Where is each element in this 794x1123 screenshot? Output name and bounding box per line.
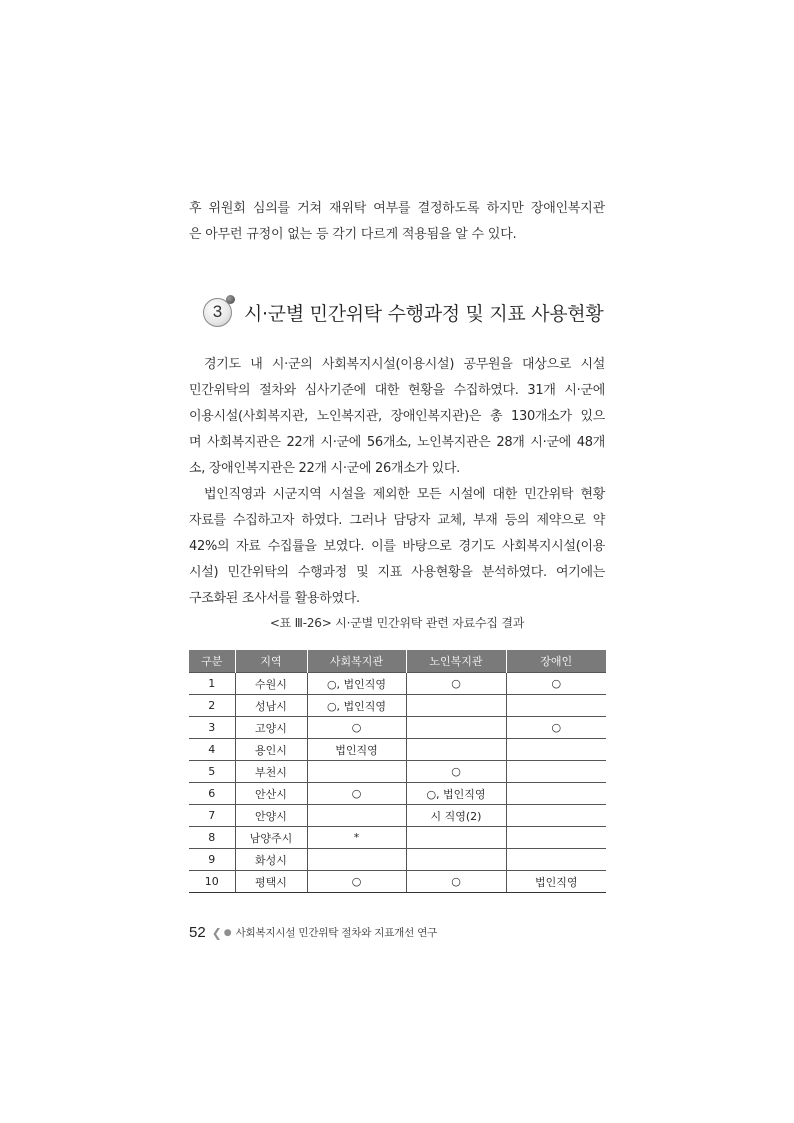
body-line-6: 법인직영과 시군지역 시설을 제외한 모든 시설에 대한 민간위탁 현황 — [204, 487, 605, 502]
cell-region: 안산시 — [235, 783, 307, 805]
page-number: 52 — [189, 924, 206, 941]
cell-index: 5 — [189, 761, 235, 783]
body-line-1: 경기도 내 시·군의 사회복지시설(이용시설) 공무원을 대상으로 시설 — [204, 357, 605, 372]
cell-senior: ○ — [406, 871, 506, 893]
cell-index: 2 — [189, 695, 235, 717]
section-title: 시·군별 민간위탁 수행과정 및 지표 사용현황 — [244, 302, 604, 325]
cell-disability — [506, 849, 606, 871]
badge-dot-icon — [226, 295, 235, 304]
cell-social: ○, 법인직영 — [307, 695, 406, 717]
cell-senior — [406, 849, 506, 871]
cell-disability — [506, 739, 606, 761]
cell-disability — [506, 805, 606, 827]
header-category: 구분 — [189, 650, 235, 673]
cell-senior: ○ — [406, 761, 506, 783]
cell-senior — [406, 827, 506, 849]
book-title: 사회복지시설 민간위탁 절차와 지표개선 연구 — [235, 927, 438, 939]
cell-disability: 법인직영 — [506, 871, 606, 893]
cell-disability — [506, 827, 606, 849]
table-header-row — [189, 650, 606, 673]
cell-social: ○, 법인직영 — [307, 673, 406, 695]
header-disability: 장애인 — [506, 650, 606, 673]
body-line-2: 민간위탁의 절차와 심사기준에 대한 현황을 수집하였다. 31개 시·군에 — [189, 383, 605, 398]
body-line-3: 이용시설(사회복지관, 노인복지관, 장애인복지관)은 총 130개소가 있으 — [189, 409, 605, 424]
cell-senior: ○ — [406, 673, 506, 695]
table-row — [189, 871, 606, 893]
cell-senior — [406, 739, 506, 761]
body-line-7: 자료를 수집하고자 하였다. 그러나 담당자 교체, 부재 등의 제약으로 약 — [189, 513, 605, 528]
cell-region: 화성시 — [235, 849, 307, 871]
body-line-9: 시설) 민간위탁의 수행과정 및 지표 사용현황을 분석하였다. 여기에는 — [189, 565, 605, 580]
table-row — [189, 761, 606, 783]
intro-line-2: 은 아무런 규정이 없는 등 각기 다르게 적용됨을 알 수 있다. — [189, 227, 517, 242]
table-row — [189, 739, 606, 761]
cell-social — [307, 849, 406, 871]
table-row — [189, 717, 606, 739]
cell-region: 용인시 — [235, 739, 307, 761]
cell-social: ○ — [307, 871, 406, 893]
section-number: 3 — [212, 302, 223, 321]
body-line-10: 구조화된 조사서를 활용하였다. — [189, 591, 360, 606]
cell-index: 4 — [189, 739, 235, 761]
header-senior-welfare-center: 노인복지관 — [406, 650, 506, 673]
cell-disability: ○ — [506, 717, 606, 739]
header-region: 지역 — [235, 650, 307, 673]
cell-index: 10 — [189, 871, 235, 893]
cell-social — [307, 805, 406, 827]
table-row — [189, 827, 606, 849]
header-social-welfare-center: 사회복지관 — [307, 650, 406, 673]
body-line-8: 42%의 자료 수집률을 보였다. 이를 바탕으로 경기도 사회복지시설(이용 — [189, 539, 605, 554]
body-paragraphs — [189, 352, 605, 612]
cell-disability — [506, 695, 606, 717]
table-row — [189, 805, 606, 827]
cell-social: 법인직영 — [307, 739, 406, 761]
page-footer — [189, 924, 437, 941]
cell-senior — [406, 717, 506, 739]
table-row — [189, 849, 606, 871]
cell-index: 1 — [189, 673, 235, 695]
cell-region: 안양시 — [235, 805, 307, 827]
table-row — [189, 673, 606, 695]
cell-disability: ○ — [506, 673, 606, 695]
cell-social: ○ — [307, 717, 406, 739]
intro-line-1: 후 위원회 심의를 거쳐 재위탁 여부를 결정하도록 하지만 장애인복지관 — [189, 201, 605, 216]
cell-region: 남양주시 — [235, 827, 307, 849]
section-number-badge — [203, 298, 232, 327]
section-heading — [203, 292, 603, 332]
cell-region: 고양시 — [235, 717, 307, 739]
cell-region: 평택시 — [235, 871, 307, 893]
cell-senior — [406, 695, 506, 717]
table-row — [189, 783, 606, 805]
intro-paragraph — [189, 196, 605, 248]
cell-social: * — [307, 827, 406, 849]
cell-social: ○ — [307, 783, 406, 805]
cell-region: 부천시 — [235, 761, 307, 783]
cell-index: 3 — [189, 717, 235, 739]
cell-index: 7 — [189, 805, 235, 827]
body-line-5: 소, 장애인복지관은 22개 시·군에 26개소가 있다. — [189, 461, 460, 476]
cell-senior: ○, 법인직영 — [406, 783, 506, 805]
bullet-dot-icon: ● — [223, 927, 232, 938]
cell-disability — [506, 783, 606, 805]
chevron-left-icon: ❮ — [211, 925, 222, 940]
table-row — [189, 695, 606, 717]
cell-social — [307, 761, 406, 783]
cell-senior: 시 직영(2) — [406, 805, 506, 827]
cell-region: 성남시 — [235, 695, 307, 717]
body-line-4: 며 사회복지관은 22개 시·군에 56개소, 노인복지관은 28개 시·군에 48개 — [189, 435, 605, 450]
cell-disability — [506, 761, 606, 783]
cell-index: 8 — [189, 827, 235, 849]
cell-region: 수원시 — [235, 673, 307, 695]
data-table — [189, 650, 606, 893]
cell-index: 6 — [189, 783, 235, 805]
cell-index: 9 — [189, 849, 235, 871]
table-caption: <표 Ⅲ-26> 시·군별 민간위탁 관련 자료수집 결과 — [269, 616, 525, 630]
